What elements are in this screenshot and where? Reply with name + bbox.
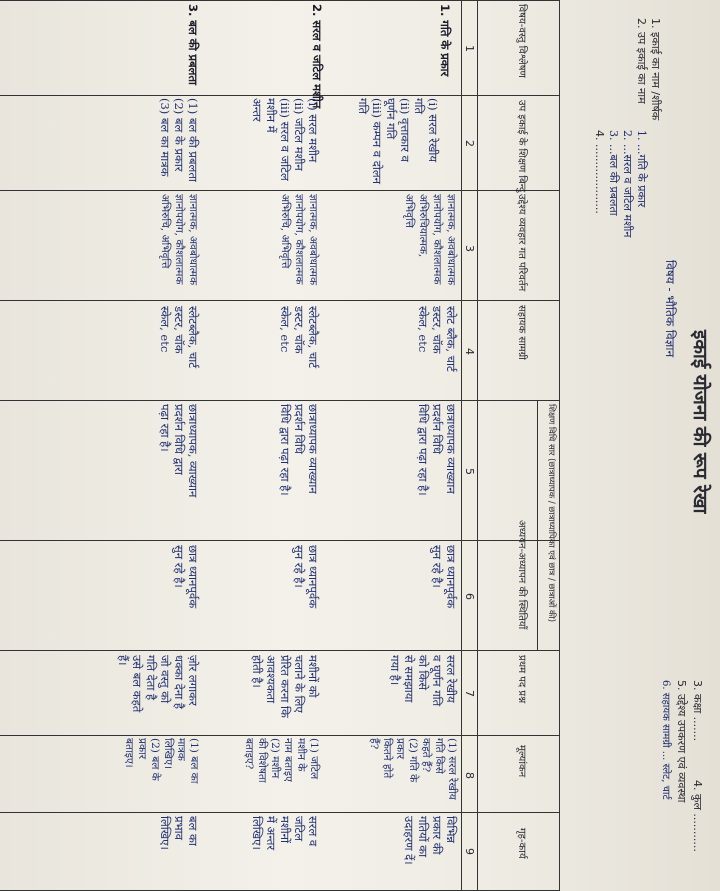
cell-line: लिखिए। [250,816,264,850]
cell-line: (ii) जटिल मशीन [292,98,306,171]
col-divider [0,540,560,541]
cell-line: अभिरुचियात्मक, [417,194,429,258]
cell-line: गति किसे [433,738,445,774]
sub-unit-1: 1. ...गति के प्रकार [635,130,648,208]
row-3-method [158,404,200,497]
cell-line: (i) सरल मशीन [306,98,320,163]
sub-units-label: 2. उप इकाई का नाम [635,18,648,104]
cell-line: में अन्तर [264,816,278,851]
table-number-border [461,0,462,891]
row-3-topic: 3. बल की प्रबलता [186,4,200,85]
cell-line: आवश्यकता [264,655,278,704]
row-1-evaluation [367,738,458,800]
cell-line: अन्तर [250,98,264,122]
col-number: 6 [463,593,476,600]
cell-line: (2) मशीन [269,738,281,779]
cell-line: डस्टर, चॉक [172,306,186,354]
cell-line: प्रदर्शन विधि [430,404,444,454]
cell-line: (2) बल के [149,738,161,781]
cell-line: हैं। [116,655,130,666]
col-number: 1 [463,45,476,52]
row-1-topic: 1. गति के प्रकार [438,4,452,77]
class-label: 3. कक्षा ....... [691,680,704,742]
cell-line: स्लेटब्लैक, चार्ट [306,306,320,369]
header-analysis: विषय-वस्तु विश्लेषण [516,4,527,78]
cell-line: (2) बल के प्रकार [172,98,186,172]
cell-line: (1) बल का [188,738,200,784]
cell-line: गतियों का [416,816,430,858]
cell-line: सुन रहे है। [292,545,306,588]
col-divider [0,650,560,651]
cell-line: प्रभाव [172,816,186,841]
sub-unit-3: 3. ...बल की प्रबलता [607,130,620,216]
header-method: शिक्षण विधि सार (छात्राध्यापक / छात्राध्यापिका एवं छात्र / छात्राओं की) [546,404,556,623]
row-2-homework [250,816,320,850]
sub-unit-4: 4. .................... [593,130,606,214]
unit-name-label: 1. इकाई का नाम /शीर्षक [649,18,662,121]
header-materials: सहायक सामग्री [516,305,527,360]
cell-line: स्केल, etc [158,306,172,353]
col-number: 9 [463,848,476,855]
cell-line: प्रदर्शन विधि [292,404,306,454]
cell-line: मशीन के [295,738,307,772]
cell-line: जटिल [292,816,306,842]
cell-line: स्लेटब्लैक, चार्ट [186,306,200,369]
col-divider [0,400,560,401]
cell-line: बल का [186,816,200,846]
cell-line: लिखिए। [158,816,172,850]
col-number: 2 [463,140,476,147]
cell-line: घूर्णन गति [384,98,398,140]
cell-line: बताइए? [243,738,255,770]
method-subheader-border [537,400,538,650]
row-1-student [430,545,458,608]
row-2-points [250,98,320,181]
row-3-points [158,98,200,182]
cell-line: ज्ञानात्मक, अवबोधात्मक [307,194,319,286]
cell-line: गया है। [388,655,402,686]
row-1-homework [402,816,458,865]
cell-line: प्रकार [136,738,148,760]
cell-line: ज्ञानात्मक, अवबोधात्मक [445,194,457,286]
cell-line: प्रकार की [430,816,444,855]
row-1-method [416,404,458,496]
header-evaluation: मूल्यांकन [516,745,527,778]
row-2-materials [278,306,320,368]
cell-line: छात्राध्यापक व्याख्यान [306,404,320,494]
cell-line: पढ़ा रहा है। [158,404,172,452]
cell-line: कितने होते [381,738,393,779]
row-3-student [172,545,200,608]
cell-line: लिखिए। [162,738,174,769]
cell-line: मशीनों को [306,655,320,698]
cell-line: उसे बल कहते [130,655,144,713]
row-2-objectives [278,194,320,285]
cell-line: ज्ञानात्मक, अवबोधात्मक [187,194,199,286]
col-number: 7 [463,690,476,697]
col-divider [0,300,560,301]
col-number: 4 [463,348,476,355]
cell-line: से समझाया [402,655,416,703]
cell-line: कहते हैं? [420,738,432,773]
page-title: इकाई योजना की रूप रेखा [689,330,711,514]
cell-line: प्रकार [394,738,406,760]
cell-line: (iii) कम्पन व दोलन [370,98,384,185]
row-3-objectives [158,194,200,285]
cell-line: होती है। [250,655,264,688]
row-1-materials [416,306,458,372]
row-2-evaluation [242,738,320,783]
cell-line: गति [356,98,370,115]
cell-line: छात्राध्यापक व्याख्यान [444,404,458,494]
cell-line: डस्टर, चॉक [430,306,444,354]
cell-line: सरल व [306,816,320,847]
cell-line: स्लेट ब्लैक, चार्ट [444,306,458,372]
cell-line: स्केल, etc [416,306,430,353]
header-homework: गृह-कार्य [516,828,527,859]
col-divider [0,190,560,191]
cell-line: गति देता है [144,655,158,701]
row-3-homework [158,816,200,850]
cell-line: धक्का देना है [172,655,186,710]
cell-line: मात्रक [175,738,187,761]
cell-line: छात्र ध्यानपूर्वक [306,545,320,609]
cell-line: सरल रेखीय [444,655,458,703]
cell-line: (i) सरल रेखीय [426,98,440,162]
header-points: उप इकाई के शिक्षण बिन्दु [516,100,527,193]
cell-line: की विशेषता [256,738,268,783]
cell-line: चलाने के लिए [292,655,306,713]
col-divider [0,735,560,736]
col-number: 3 [463,245,476,252]
row-2-question [250,655,320,718]
table-header-border [477,0,478,891]
cell-line: अभिवृत्ति [403,194,415,228]
cell-line: विधि द्वारा पढ़ा रहा है। [278,404,292,496]
col-number: 8 [463,772,476,779]
cell-line: ज्ञानोपयोग, कौशलात्मक [293,194,305,285]
cell-line: ज्ञानोपयोग, कौशलात्मक [431,194,443,285]
cell-line: (1) जटिल [308,738,320,780]
cell-line: उदाहरण दें। [402,816,416,865]
cell-line: हैं? [368,738,380,750]
cell-line: (iii) सरल व जटिल [278,98,292,181]
col-divider [0,95,560,96]
cell-line: ज़ोर लगाकर [186,655,200,706]
subject-line: विषय - भौतिक विज्ञान [663,260,677,358]
col-divider [0,812,560,813]
row-2-method [278,404,320,496]
cell-line: व घूर्णन गति [430,655,444,707]
cell-line: अभिरुचि, अभिवृत्ति [279,194,291,269]
cell-line: विभिन्न [444,816,458,843]
cell-line: (2) गति के [407,738,419,783]
cell-line: विधि द्वारा पढ़ा रहा है। [416,404,430,496]
cell-line: नाम बताइए [282,738,294,782]
col-number: 5 [463,468,476,475]
objectives-label: 5. उद्देश्य उपकरण एवं व्यवस्था [675,680,688,803]
cell-line: मशीन में [264,98,278,133]
cell-line: बताइए। [123,738,135,768]
cell-line: सुन रहे है। [172,545,186,588]
row-3-evaluation [122,738,200,783]
row-1-objectives [402,194,458,285]
cell-line: (3) बल का मात्रक [158,98,172,177]
cell-line: मशीनों [278,816,292,844]
cell-line: सुन रहे है। [430,545,444,588]
row-1-question [388,655,458,706]
cell-line: प्रदर्शन विधि द्वारा [172,404,186,475]
row-3-materials [158,306,200,368]
cell-line: प्रेरित करना कि [278,655,292,718]
col-divider [0,0,560,1]
cell-line: डस्टर, चॉक [292,306,306,354]
cell-line: (1) बल की प्रबलता [186,98,200,182]
period-label: 4. कुल ........... [691,780,704,852]
row-2-topic: 2. सरल व जटिल मशीन [310,4,324,109]
header-situations: अध्ययन-अध्यापन की स्थितियाँ [516,520,527,630]
header-question: प्रथम पद प्रश्न [516,655,527,704]
cell-line: (ii) वृत्ताकार व [398,98,412,162]
cell-line: अभिरुचि, अभिवृत्ति [159,194,171,269]
cell-line: छात्र ध्यानपूर्वक [444,545,458,609]
row-3-question [116,655,200,712]
cell-line: छात्र ध्यानपूर्वक [186,545,200,609]
cell-line: गति [412,98,426,115]
cell-line: जो वस्तु को [158,655,172,704]
materials-label: 6. सहायक सामग्री ... स्लेट, चार्ट [660,680,671,800]
sub-unit-2: 2. ...सरल व जटिल मशीन [621,130,634,238]
table-top-border [559,0,560,891]
header-objectives: उद्देश्य व्यवहार गत परिवर्तन [516,194,527,292]
cell-line: स्केल, etc [278,306,292,353]
cell-line: ज्ञानोपयोग, कौशलात्मक [173,194,185,285]
cell-line: छात्राध्यापक, व्याख्यान [186,404,200,498]
row-2-student [292,545,320,608]
row-1-points [356,98,440,184]
cell-line: को किसे [416,655,430,691]
cell-line: (1) सरल रेखीय [446,738,458,800]
